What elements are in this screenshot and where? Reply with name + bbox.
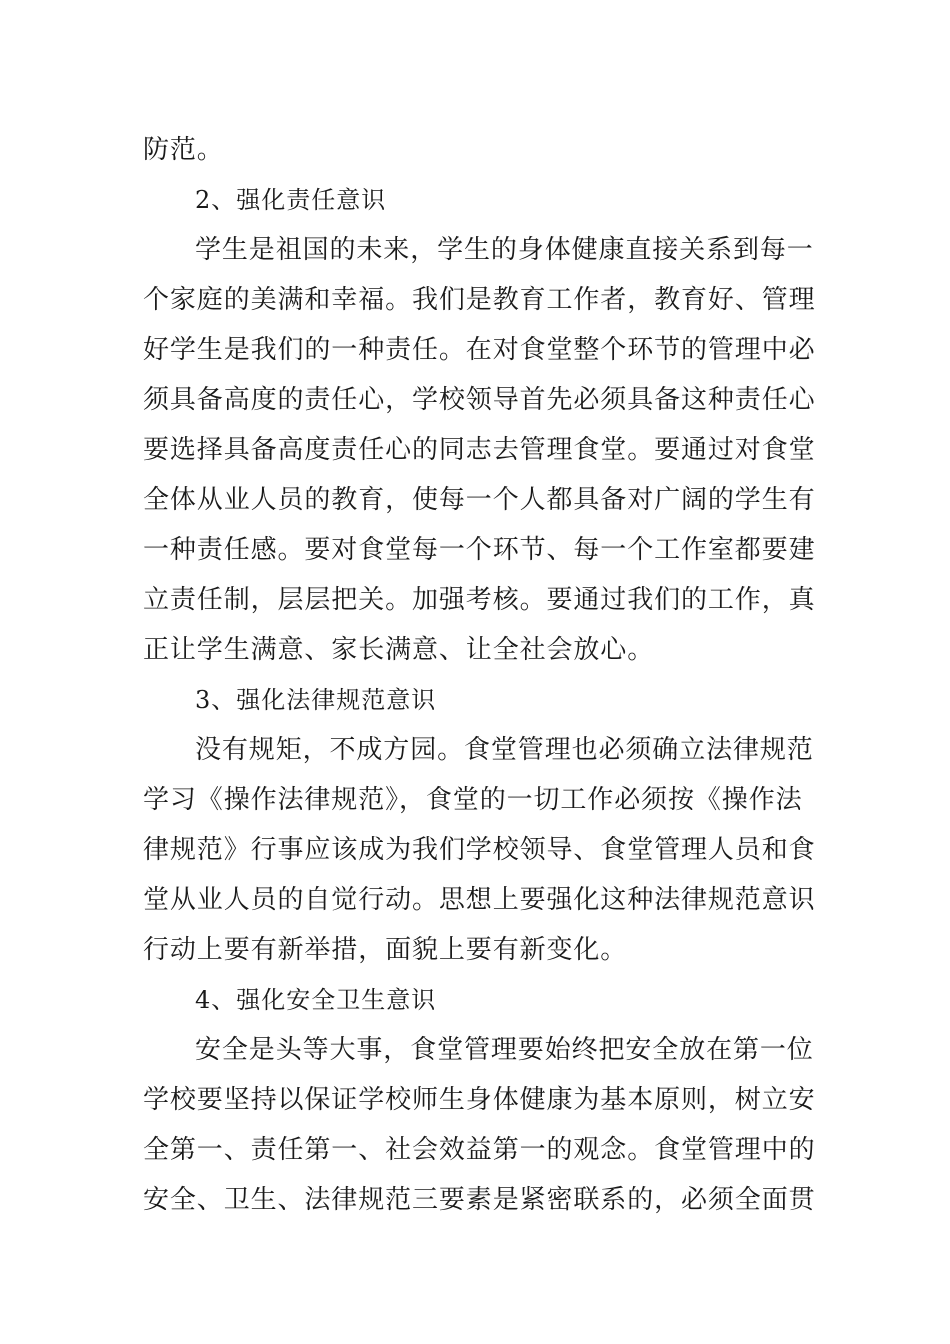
paragraph-line: 安全是头等大事，食堂管理要始终把安全放在第一位 — [195, 1035, 814, 1065]
paragraph-line: 学习《操作法律规范》，食堂的一切工作必须按《操作法 — [143, 785, 803, 815]
paragraph-line: 正让学生满意、家长满意、让全社会放心。 — [143, 635, 655, 665]
paragraph-line: 立责任制，层层把关。加强考核。要通过我们的工作，真 — [143, 585, 816, 615]
paragraph-line: 须具备高度的责任心，学校领导首先必须具备这种责任心 — [143, 385, 816, 415]
paragraph-line: 全体从业人员的教育，使每一个人都具备对广阔的学生有 — [143, 485, 816, 515]
paragraph-line: 安全、卫生、法律规范三要素是紧密联系的，必须全面贯 — [143, 1185, 816, 1215]
paragraph-line: 全第一、责任第一、社会效益第一的观念。食堂管理中的 — [143, 1135, 816, 1165]
section-heading-4: 4、强化安全卫生意识 — [195, 986, 437, 1014]
section-heading-2: 2、强化责任意识 — [195, 186, 387, 214]
paragraph-line: 堂从业人员的自觉行动。思想上要强化这种法律规范意识 — [143, 885, 816, 915]
section-heading-3: 3、强化法律规范意识 — [195, 686, 437, 714]
paragraph-line: 学校要坚持以保证学校师生身体健康为基本原则，树立安 — [143, 1085, 816, 1115]
paragraph-line: 好学生是我们的一种责任。在对食堂整个环节的管理中必 — [143, 335, 816, 365]
paragraph-line: 一种责任感。要对食堂每一个环节、每一个工作室都要建 — [143, 535, 816, 565]
paragraph-line: 行动上要有新举措，面貌上要有新变化。 — [143, 935, 628, 965]
paragraph-continuation: 防范。 — [143, 135, 224, 165]
paragraph-line: 律规范》行事应该成为我们学校领导、食堂管理人员和食 — [143, 835, 816, 865]
paragraph-line: 要选择具备高度责任心的同志去管理食堂。要通过对食堂 — [143, 435, 816, 465]
paragraph-line: 没有规矩，不成方园。食堂管理也必须确立法律规范 — [195, 735, 814, 765]
paragraph-line: 学生是祖国的未来，学生的身体健康直接关系到每一 — [195, 235, 814, 265]
paragraph-line: 个家庭的美满和幸福。我们是教育工作者，教育好、管理 — [143, 285, 816, 315]
